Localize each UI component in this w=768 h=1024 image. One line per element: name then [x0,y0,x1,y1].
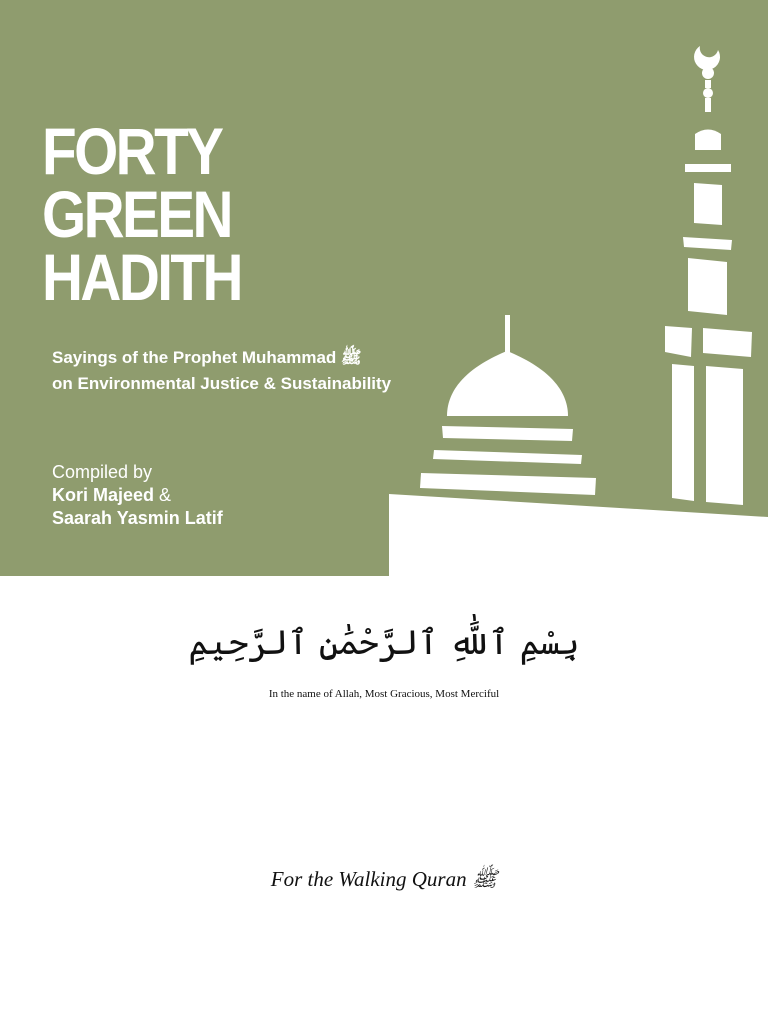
author-name-1: Kori Majeed [52,485,155,505]
book-subtitle [52,345,391,397]
bismillah-arabic: بِسْمِ ٱللَّٰهِ ٱلرَّحْمَٰنِ ٱلرَّحِيمِ [188,623,580,663]
title-line-3: HADITH [42,240,241,314]
author-name-2: Saarah Yasmin Latif [52,508,223,528]
subtitle-line-2: on Environmental Justice & Sustainability [52,374,392,393]
ampersand: & [159,485,172,505]
title-line-2: GREEN [42,177,231,251]
compiler-credits [52,461,223,530]
dedication-text: For the Walking Quran ﷺ [270,867,498,891]
bismillah-translation: In the name of Allah, Most Gracious, Most Merciful [268,688,500,700]
title-line-1: FORTY [42,114,222,188]
compiled-by-label: Compiled by [52,462,153,482]
book-title [42,114,241,314]
subtitle-line-1: Sayings of the Prophet Muhammad ﷺ [52,348,362,367]
